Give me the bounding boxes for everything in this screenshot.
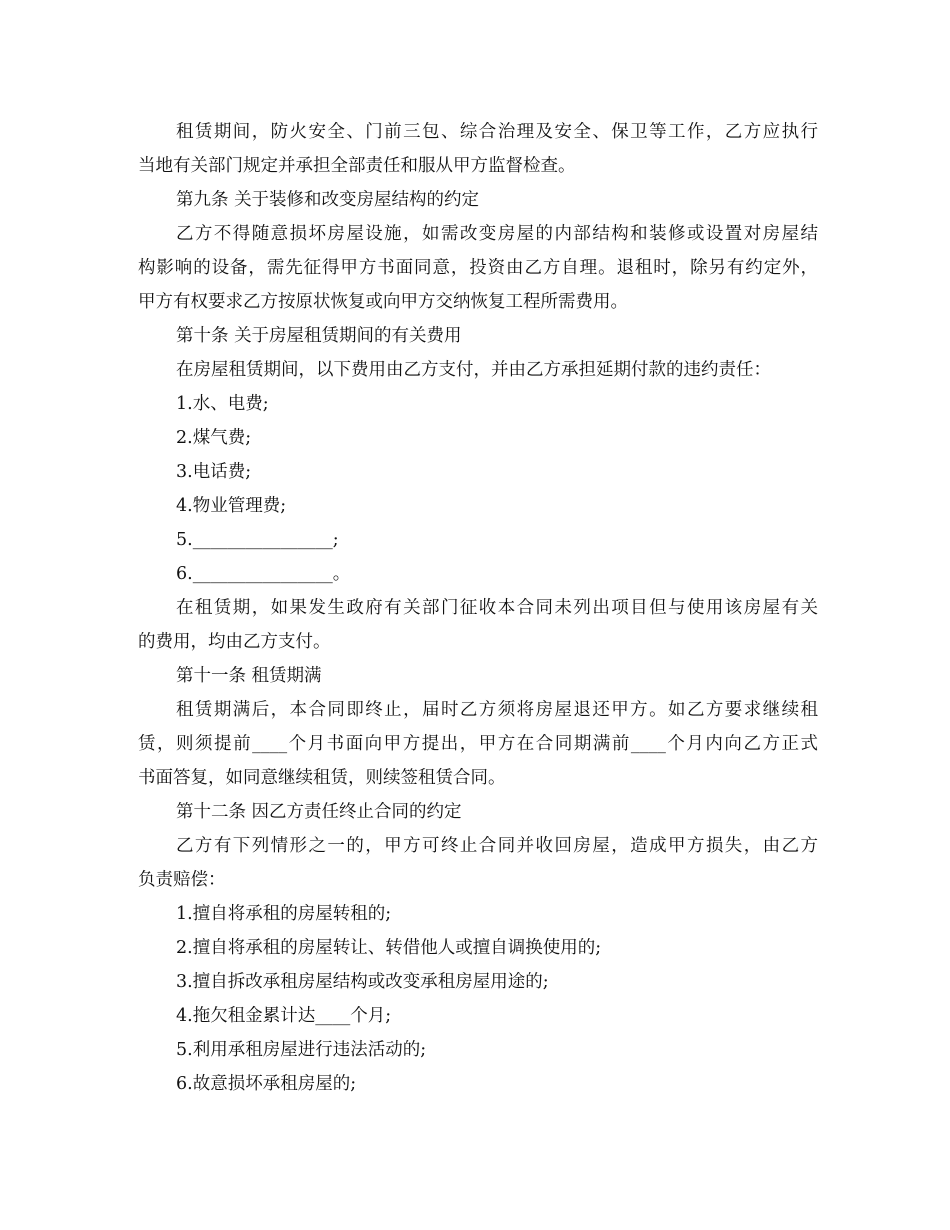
text-line: 1.水、电费; [176, 394, 269, 414]
text-line: 5.________________; [176, 530, 339, 550]
text-line: 在房屋租赁期间，以下费用由乙方支付，并由乙方承担延期付款的违约责任： [176, 360, 771, 380]
text-line: 乙方有下列情形之一的，甲方可终止合同并收回房屋，造成甲方损失，由乙方 [176, 836, 818, 856]
text-line: 的费用，均由乙方支付。 [138, 632, 331, 652]
text-line: 书面答复，如同意继续租赁，则续签租赁合同。 [138, 768, 506, 788]
text-line: 在租赁期，如果发生政府有关部门征收本合同未列出项目但与使用该房屋有关 [176, 598, 818, 618]
text-line: 6.________________。 [176, 564, 351, 584]
text-line: 乙方不得随意损坏房屋设施，如需改变房屋的内部结构和装修或设置对房屋结 [176, 224, 818, 244]
text-line: 4.拖欠租金累计达____个月; [176, 1006, 392, 1026]
text-line: 当地有关部门规定并承担全部责任和服从甲方监督检查。 [138, 156, 576, 176]
text-line: 第十二条 因乙方责任终止合同的约定 [176, 802, 462, 822]
text-line: 甲方有权要求乙方按原状恢复或向甲方交纳恢复工程所需费用。 [138, 292, 628, 312]
text-line: 租赁期满后，本合同即终止，届时乙方须将房屋退还甲方。如乙方要求继续租 [176, 700, 818, 720]
text-line: 5.利用承租房屋进行违法活动的; [176, 1040, 427, 1060]
text-line: 4.物业管理费; [176, 496, 287, 516]
text-line: 2.煤气费; [176, 428, 252, 448]
document-body [138, 115, 818, 1101]
text-line: 负责赔偿： [138, 870, 226, 890]
text-line: 租赁期间，防火安全、门前三包、综合治理及安全、保卫等工作，乙方应执行 [176, 122, 818, 142]
text-line: 1.擅自将承租的房屋转租的; [176, 904, 392, 924]
text-line: 第十条 关于房屋租赁期间的有关费用 [176, 326, 462, 346]
text-line: 第十一条 租赁期满 [176, 666, 322, 686]
text-line: 3.擅自拆改承租房屋结构或改变承租房屋用途的; [176, 972, 549, 992]
text-line: 构影响的设备，需先征得甲方书面同意，投资由乙方自理。退租时，除另有约定外， [138, 258, 818, 278]
text-line: 6.故意损坏承租房屋的; [176, 1074, 357, 1094]
text-line: 赁，则须提前____个月书面向甲方提出，甲方在合同期满前____个月内向乙方正式 [138, 734, 818, 754]
text-line: 第九条 关于装修和改变房屋结构的约定 [176, 190, 480, 210]
text-line: 3.电话费; [176, 462, 252, 482]
text-line: 2.擅自将承租的房屋转让、转借他人或擅自调换使用的; [176, 938, 602, 958]
